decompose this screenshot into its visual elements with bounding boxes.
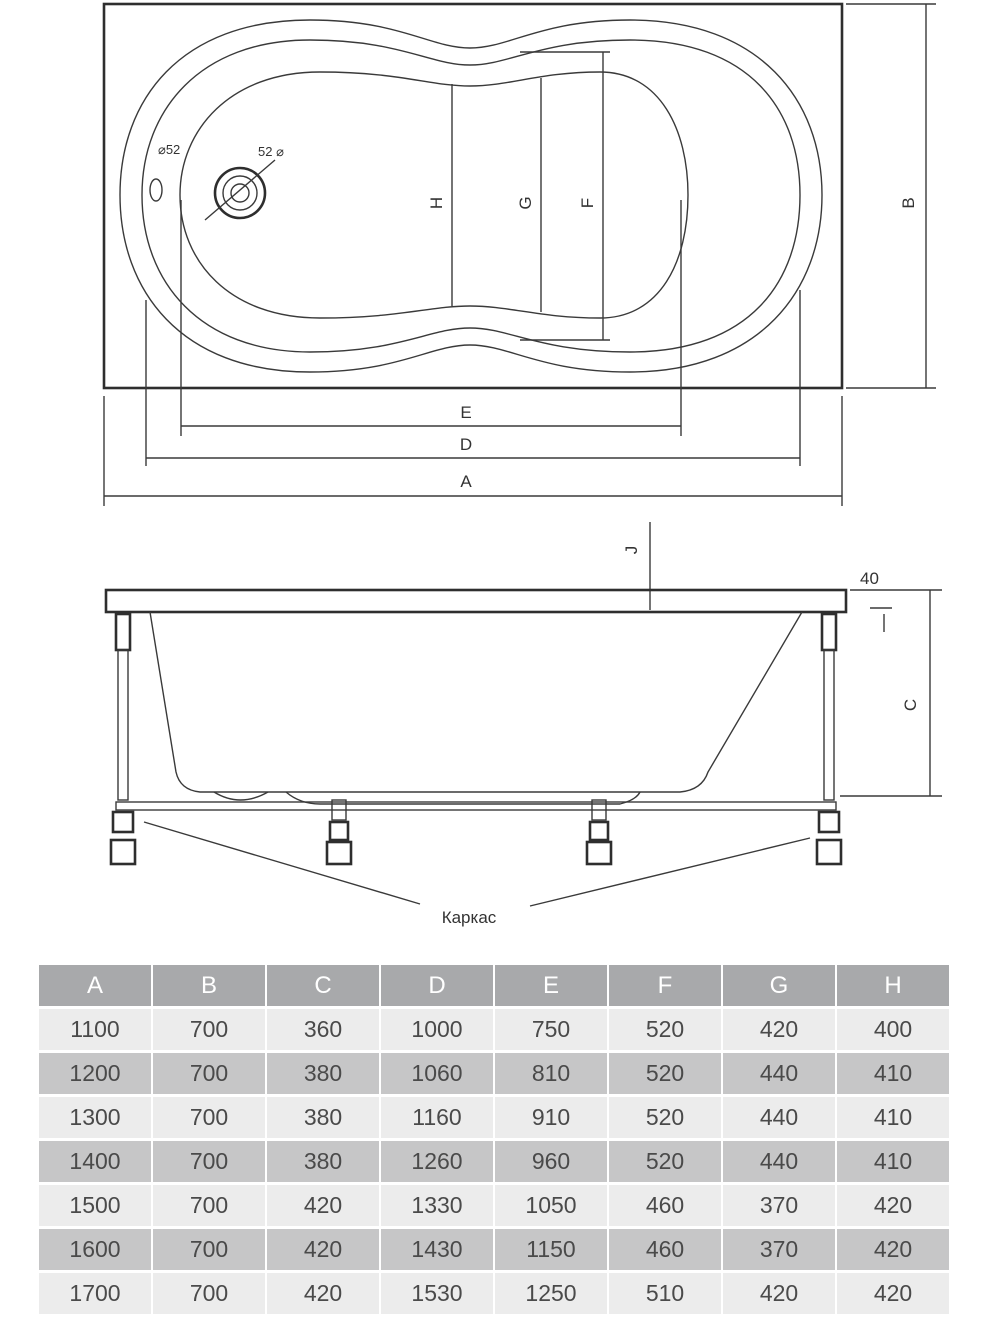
table-cell: 410 [837, 1097, 949, 1138]
table-cell: 1330 [381, 1185, 493, 1226]
table-cell: 700 [153, 1273, 265, 1314]
table-cell: 700 [153, 1229, 265, 1270]
table-cell: 700 [153, 1053, 265, 1094]
table-header-cell: C [267, 965, 379, 1006]
table-cell: 460 [609, 1229, 721, 1270]
frame-leader-left [144, 822, 420, 904]
dimension-c-label: C [901, 698, 920, 712]
table-cell: 700 [153, 1185, 265, 1226]
table-cell: 1060 [381, 1053, 493, 1094]
table-cell: 420 [837, 1185, 949, 1226]
table-row [39, 1009, 949, 1050]
table-cell: 460 [609, 1185, 721, 1226]
table-cell: 380 [267, 1097, 379, 1138]
tub-rim-outer [120, 20, 822, 372]
table-header-cell: B [153, 965, 265, 1006]
table-header-cell: H [837, 965, 949, 1006]
table-cell: 420 [267, 1273, 379, 1314]
table-cell: 1430 [381, 1229, 493, 1270]
table-cell: 520 [609, 1009, 721, 1050]
table-cell: 510 [609, 1273, 721, 1314]
table-cell: 1600 [39, 1229, 151, 1270]
table-cell: 520 [609, 1053, 721, 1094]
dimension-j-label: J [622, 545, 641, 555]
table-cell: 380 [267, 1141, 379, 1182]
table-cell: 420 [837, 1229, 949, 1270]
tub-rim-side [106, 590, 846, 612]
drain-middle [223, 176, 257, 210]
table-cell: 1150 [495, 1229, 607, 1270]
table-header-cell: F [609, 965, 721, 1006]
table-cell: 370 [723, 1229, 835, 1270]
side-view [106, 522, 942, 927]
tub-rim-inner [142, 40, 800, 352]
table-cell: 700 [153, 1141, 265, 1182]
frame-leader-right [530, 838, 810, 906]
table-body [39, 1009, 949, 1314]
table-header-cell: D [381, 965, 493, 1006]
table-cell: 1050 [495, 1185, 607, 1226]
frame-leg-right [817, 614, 841, 864]
overflow-diameter-label: ⌀52 [158, 142, 181, 157]
dimension-f-label: F [578, 197, 597, 209]
table-cell: 1260 [381, 1141, 493, 1182]
table-row [39, 1097, 949, 1138]
table-row [39, 1273, 949, 1314]
dimension-a-label: A [460, 472, 472, 491]
table-cell: 1200 [39, 1053, 151, 1094]
table-cell: 420 [267, 1185, 379, 1226]
table-header-row [39, 965, 949, 1006]
dimension-g-label: G [516, 196, 535, 210]
tub-body-side [150, 612, 802, 792]
table-cell: 960 [495, 1141, 607, 1182]
table-cell: 420 [723, 1009, 835, 1050]
table-cell: 410 [837, 1053, 949, 1094]
table-cell: 440 [723, 1097, 835, 1138]
plan-view [104, 4, 936, 506]
table-header-cell: A [39, 965, 151, 1006]
table-cell: 1300 [39, 1097, 151, 1138]
table-cell: 1250 [495, 1273, 607, 1314]
dimension-h-label: H [427, 196, 446, 210]
table-cell: 520 [609, 1141, 721, 1182]
table-cell: 1100 [39, 1009, 151, 1050]
table-cell: 1160 [381, 1097, 493, 1138]
table-cell: 440 [723, 1141, 835, 1182]
dimension-b-label: B [899, 197, 918, 209]
table-cell: 420 [837, 1273, 949, 1314]
table-cell: 700 [153, 1009, 265, 1050]
table-header-cell: E [495, 965, 607, 1006]
table-row [39, 1141, 949, 1182]
table-row [39, 1185, 949, 1226]
table-cell: 750 [495, 1009, 607, 1050]
frame-label: Каркас [441, 908, 497, 927]
dimension-e-label: E [460, 403, 472, 422]
table-row [39, 1053, 949, 1094]
table-cell: 1400 [39, 1141, 151, 1182]
drain-inner [231, 184, 249, 202]
frame-crossbar [116, 802, 836, 810]
table-cell: 420 [723, 1273, 835, 1314]
table-cell: 360 [267, 1009, 379, 1050]
table-cell: 700 [153, 1097, 265, 1138]
frame-leg-left [111, 614, 135, 864]
table-cell: 380 [267, 1053, 379, 1094]
table-cell: 810 [495, 1053, 607, 1094]
table-cell: 420 [267, 1229, 379, 1270]
table-cell: 1500 [39, 1185, 151, 1226]
table-cell: 410 [837, 1141, 949, 1182]
dimensions-table [37, 962, 951, 1317]
drain-diameter-label: 52 ⌀ [258, 144, 284, 159]
rim-height-label: 40 [860, 569, 879, 588]
table-header-cell: G [723, 965, 835, 1006]
dimension-d-label: D [459, 435, 473, 454]
table-cell: 400 [837, 1009, 949, 1050]
table-cell: 1530 [381, 1273, 493, 1314]
table-cell: 910 [495, 1097, 607, 1138]
table-cell: 370 [723, 1185, 835, 1226]
table-cell: 520 [609, 1097, 721, 1138]
table-cell: 440 [723, 1053, 835, 1094]
table-cell: 1000 [381, 1009, 493, 1050]
table-row [39, 1229, 949, 1270]
overflow-hole [150, 179, 162, 201]
table-cell: 1700 [39, 1273, 151, 1314]
